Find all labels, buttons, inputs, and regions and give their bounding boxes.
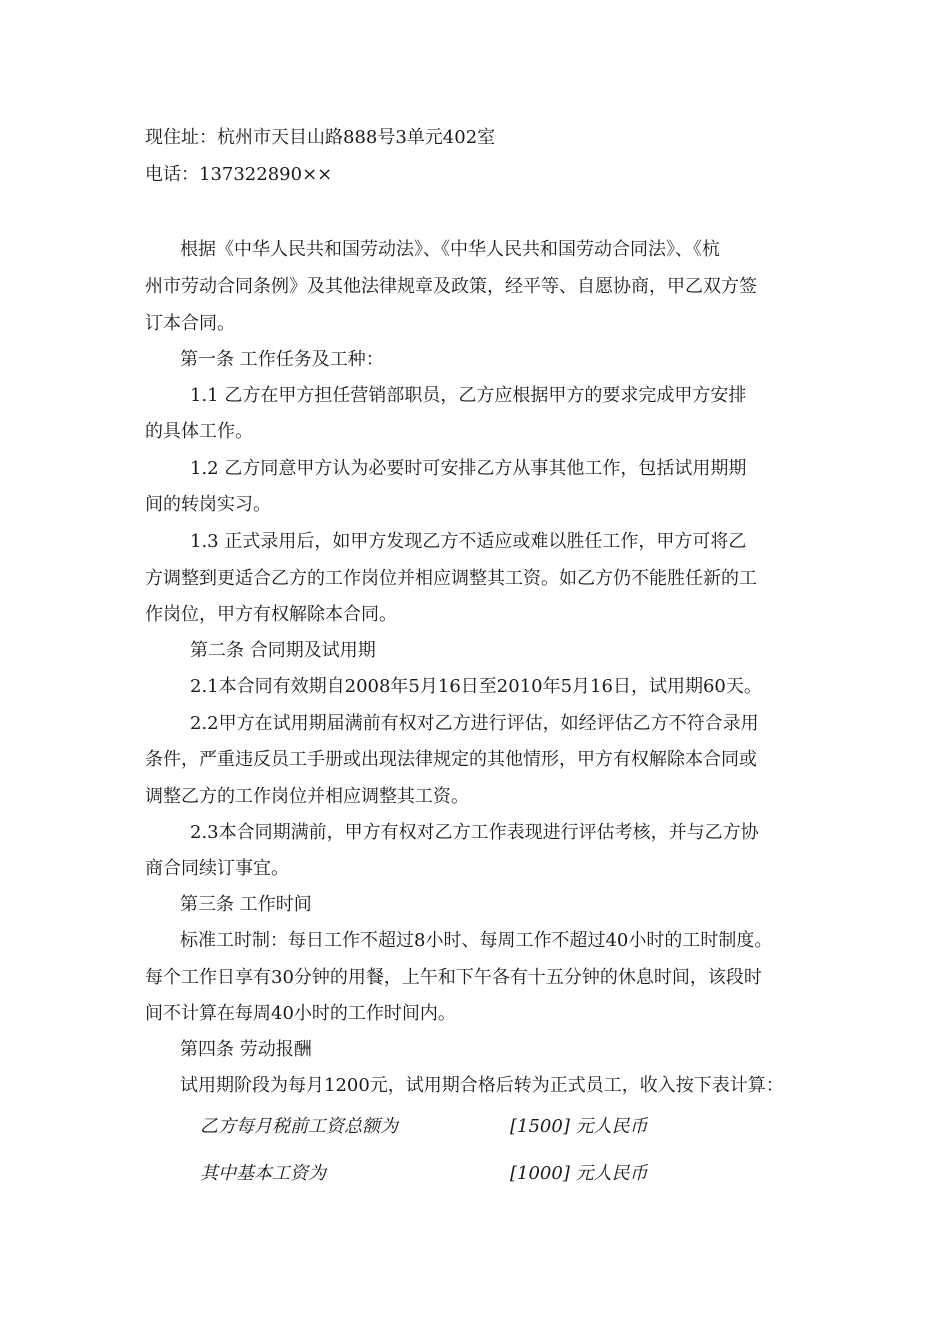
article-3-line-2: 每个工作日享有30分钟的用餐，上午和下午各有十五分钟的休息时间，该段时	[145, 967, 762, 988]
clause-1-2-line-2: 间的转岗实习。	[145, 494, 271, 515]
base-salary-value: [1000] 元人民币	[510, 1163, 648, 1184]
clause-1-3-line-2: 方调整到更适合乙方的工作岗位并相应调整其工资。如乙方仍不能胜任新的工	[145, 568, 757, 589]
clause-1-3-line-1: 1.3 正式录用后，如甲方发现乙方不适应或难以胜任工作，甲方可将乙	[190, 531, 747, 552]
address-line: 现住址：杭州市天目山路888号3单元402室	[145, 127, 496, 148]
clause-2-2-line-3: 调整乙方的工作岗位并相应调整其工资。	[145, 786, 469, 807]
article-3-line-3: 间不计算在每周40小时的工作时间内。	[145, 1003, 456, 1024]
salary-total-label: 乙方每月税前工资总额为	[200, 1116, 398, 1137]
clause-1-3-line-3: 作岗位，甲方有权解除本合同。	[145, 604, 397, 625]
preamble-line-3: 订本合同。	[145, 313, 235, 334]
clause-2-3-line-2: 商合同续订事宜。	[145, 858, 289, 879]
article-3-line-1: 标准工时制：每日工作不超过8小时、每周工作不超过40小时的工时制度。	[180, 930, 773, 951]
article-1-title: 第一条 工作任务及工种：	[180, 349, 384, 370]
clause-1-1-line-1: 1.1 乙方在甲方担任营销部职员，乙方应根据甲方的要求完成甲方安排	[190, 385, 747, 406]
article-4-body: 试用期阶段为每月1200元，试用期合格后转为正式员工，收入按下表计算：	[180, 1075, 784, 1096]
phone-line: 电话：137322890××	[145, 164, 333, 185]
article-4-title: 第四条 劳动报酬	[180, 1039, 312, 1060]
clause-2-3-line-1: 2.3本合同期满前，甲方有权对乙方工作表现进行评估考核，并与乙方协	[190, 822, 759, 843]
clause-1-1-line-2: 的具体工作。	[145, 421, 253, 442]
salary-total-value: [1500] 元人民币	[510, 1116, 648, 1137]
clause-2-2-line-1: 2.2甲方在试用期届满前有权对乙方进行评估，如经评估乙方不符合录用	[190, 713, 759, 734]
base-salary-label: 其中基本工资为	[200, 1163, 326, 1184]
clause-2-2-line-2: 条件，严重违反员工手册或出现法律规定的其他情形，甲方有权解除本合同或	[145, 749, 757, 770]
preamble-line-2: 州市劳动合同条例》及其他法律规章及政策，经平等、自愿协商，甲乙双方签	[145, 276, 757, 297]
article-3-title: 第三条 工作时间	[180, 894, 312, 915]
article-2-title: 第二条 合同期及试用期	[190, 640, 376, 661]
clause-1-2-line-1: 1.2 乙方同意甲方认为必要时可安排乙方从事其他工作，包括试用期期	[190, 458, 747, 479]
clause-2-1-line-1: 2.1本合同有效期自2008年5月16日至2010年5月16日，试用期60天。	[190, 676, 762, 697]
preamble-line-1: 根据《中华人民共和国劳动法》、《中华人民共和国劳动合同法》、《杭	[180, 239, 720, 260]
